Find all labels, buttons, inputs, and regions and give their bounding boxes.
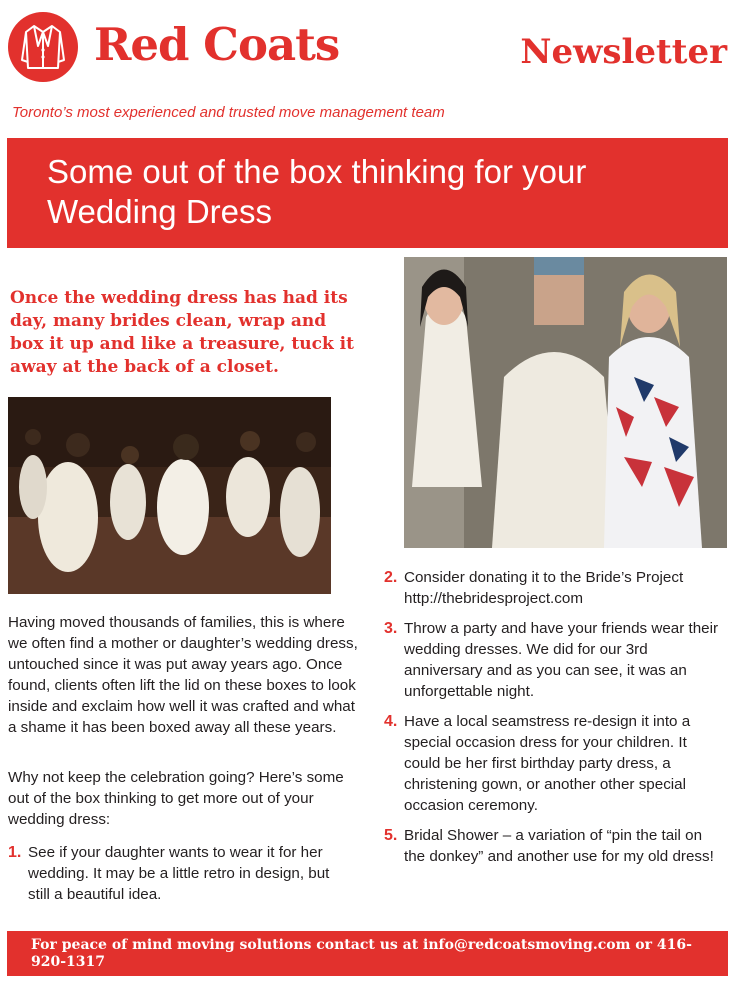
tips-list-right <box>384 567 724 876</box>
list-number: 1. <box>8 844 22 861</box>
list-item <box>384 711 724 816</box>
list-text: Throw a party and have your friends wear their wedding dresses. We did for our 3rd anniversary and as you can see, it was an unforgettable night. <box>404 620 719 700</box>
red-coats-logo <box>8 12 78 82</box>
body-paragraph-2: Why not keep the celebration going? Here’s some out of the box thinking to get more out of your wedding dress: <box>8 769 344 828</box>
list-item <box>8 842 353 905</box>
vintage-wedding-photo <box>8 397 331 594</box>
tips-list-left <box>8 842 353 914</box>
page-title: Some out of the box thinking for your Wedding Dress <box>47 153 587 230</box>
list-text: Have a local seamstress re-design it into a special occasion dress for your children. It could be her first birthday party dress, a christening gown, or another other special occasion ceremony. <box>404 713 691 814</box>
intro-text: Once the wedding dress has had its day, many brides clean, wrap and box it up and like a treasure, tuck it away at the back of a closet. <box>10 288 354 377</box>
list-text: See if your daughter wants to wear it for her wedding. It may be a little retro in design, but still a beautiful idea. <box>28 844 330 903</box>
contact-footer <box>7 931 728 976</box>
list-item <box>384 618 724 702</box>
list-number: 3. <box>384 620 398 637</box>
contact-text: For peace of mind moving solutions contact us at info@redcoatsmoving.com or 416-920-1317 <box>31 937 692 970</box>
newsletter-label: Newsletter <box>520 32 727 72</box>
list-text: Bridal Shower – a variation of “pin the tail on the donkey” and another use for my old dress! <box>404 827 714 865</box>
title-banner <box>7 138 728 248</box>
red-coat-icon <box>8 12 78 82</box>
brand-name: Red Coats <box>94 18 340 71</box>
list-text: Consider donating it to the Bride’s Project http://thebridesproject.com <box>404 569 684 607</box>
body-paragraph-1: Having moved thousands of families, this is where we often find a mother or daughter’s wedding dress, untouched since it was put away years ago. Once found, clients often lift the lid on these boxes to look inside and exclaim how well it was crafted and what a shame it has been boxed away all these years. <box>8 614 358 736</box>
list-number: 2. <box>384 569 398 586</box>
tagline: Toronto’s most experienced and trusted move management team <box>12 104 445 121</box>
list-item <box>384 567 724 609</box>
list-number: 5. <box>384 827 398 844</box>
wedding-party-photo <box>404 257 727 548</box>
list-number: 4. <box>384 713 398 730</box>
list-item <box>384 825 724 867</box>
